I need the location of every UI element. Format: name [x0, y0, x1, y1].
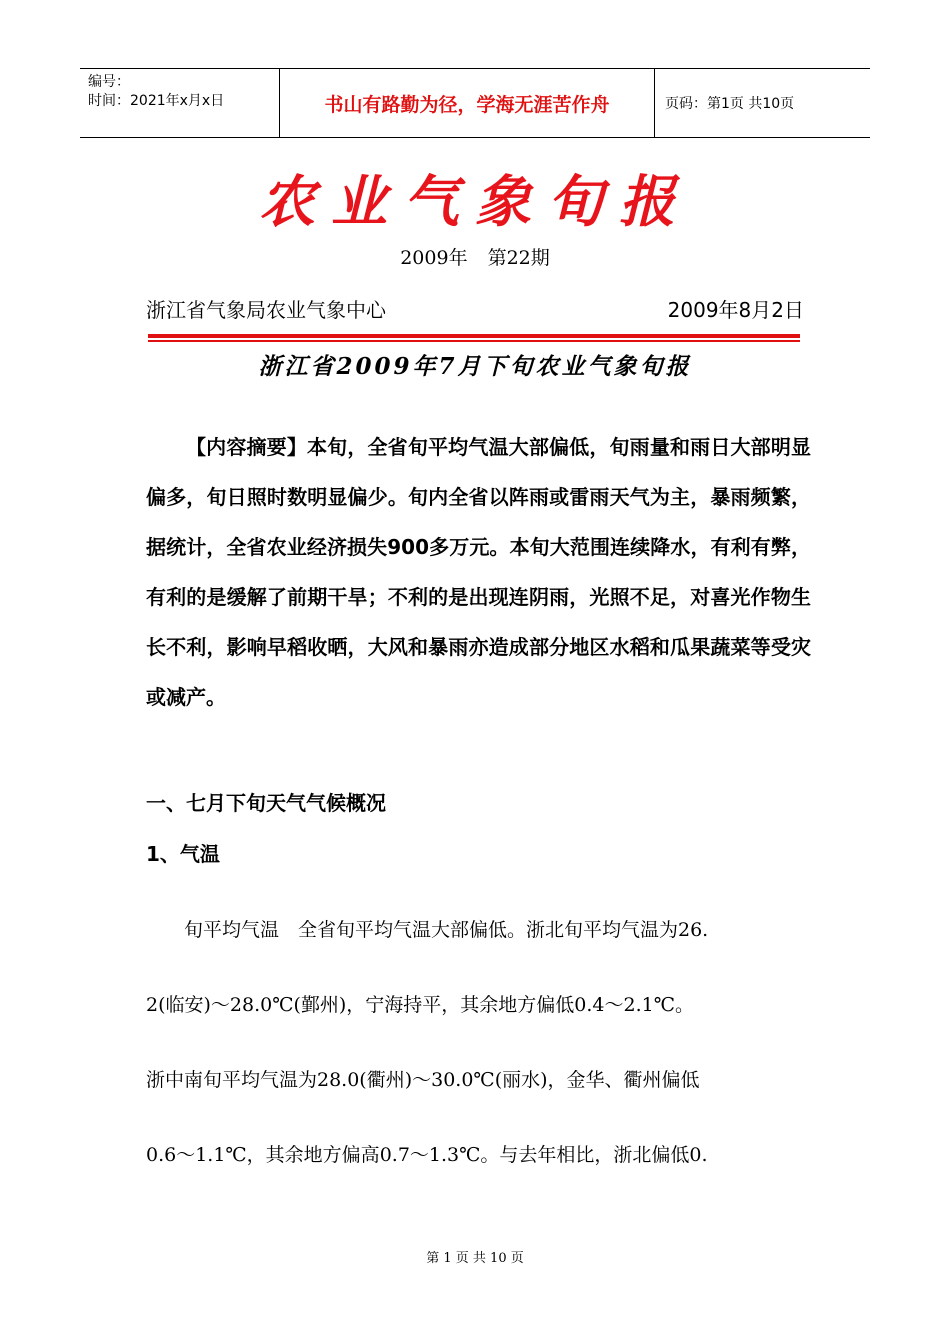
body-text [146, 893, 814, 1193]
motto: 书山有路勤为径，学海无涯苦作舟 [280, 69, 655, 137]
body-line: 0.6～1.1℃，其余地方偏高0.7～1.3℃。与去年相比，浙北偏低0. [146, 1144, 708, 1166]
divider-thick [148, 334, 800, 338]
section-heading: 一、七月下旬天气气候概况 [146, 791, 386, 815]
body-line: 浙中南旬平均气温为28.0(衢州)～30.0℃(丽水)，金华、衢州偏低 [146, 1069, 700, 1091]
issue-line [0, 243, 950, 270]
body-line: 2(临安)～28.0℃(鄞州)，宁海持平，其余地方偏低0.4～2.1℃。 [146, 994, 694, 1016]
time-label: 时间：2021年x月x日 [88, 93, 225, 109]
divider-thin [148, 340, 800, 342]
abstract-paragraph: 【内容摘要】本旬，全省旬平均气温大部偏低，旬雨量和雨日大部明显偏多，旬日照时数明显偏少。旬内全省以阵雨或雷雨天气为主，暴雨频繁，据统计，全省农业经济损失900多万元。本旬大范围连续降水，有利有弊，有利的是缓解了前期干旱；不利的是出现连阴雨，光照不足，对喜光作物生长不利，影响早稻收晒，大风和暴雨亦造成部分地区水稻和瓜果蔬菜等受灾或减产。 [146, 435, 811, 709]
page-footer: 第 1 页 共 10 页 [426, 1251, 524, 1266]
publish-date: 2009年8月2日 [667, 298, 804, 322]
issue-number: 第22期 [487, 247, 550, 269]
organization: 浙江省气象局农业气象中心 [146, 298, 386, 322]
issue-year: 2009年 [400, 247, 468, 269]
body-line: 旬平均气温 全省旬平均气温大部偏低。浙北旬平均气温为26. [146, 919, 709, 941]
page-label: 页码：第1页 共10页 [665, 96, 795, 112]
number-label: 编号： [88, 74, 130, 90]
document-title: 农业气象旬报 [259, 169, 691, 235]
report-subtitle: 浙江省2009年7月下旬农业气象旬报 [258, 353, 692, 380]
header-meta-cell [80, 69, 280, 137]
header-table [80, 68, 870, 138]
subsection-heading: 1、气温 [146, 842, 220, 866]
